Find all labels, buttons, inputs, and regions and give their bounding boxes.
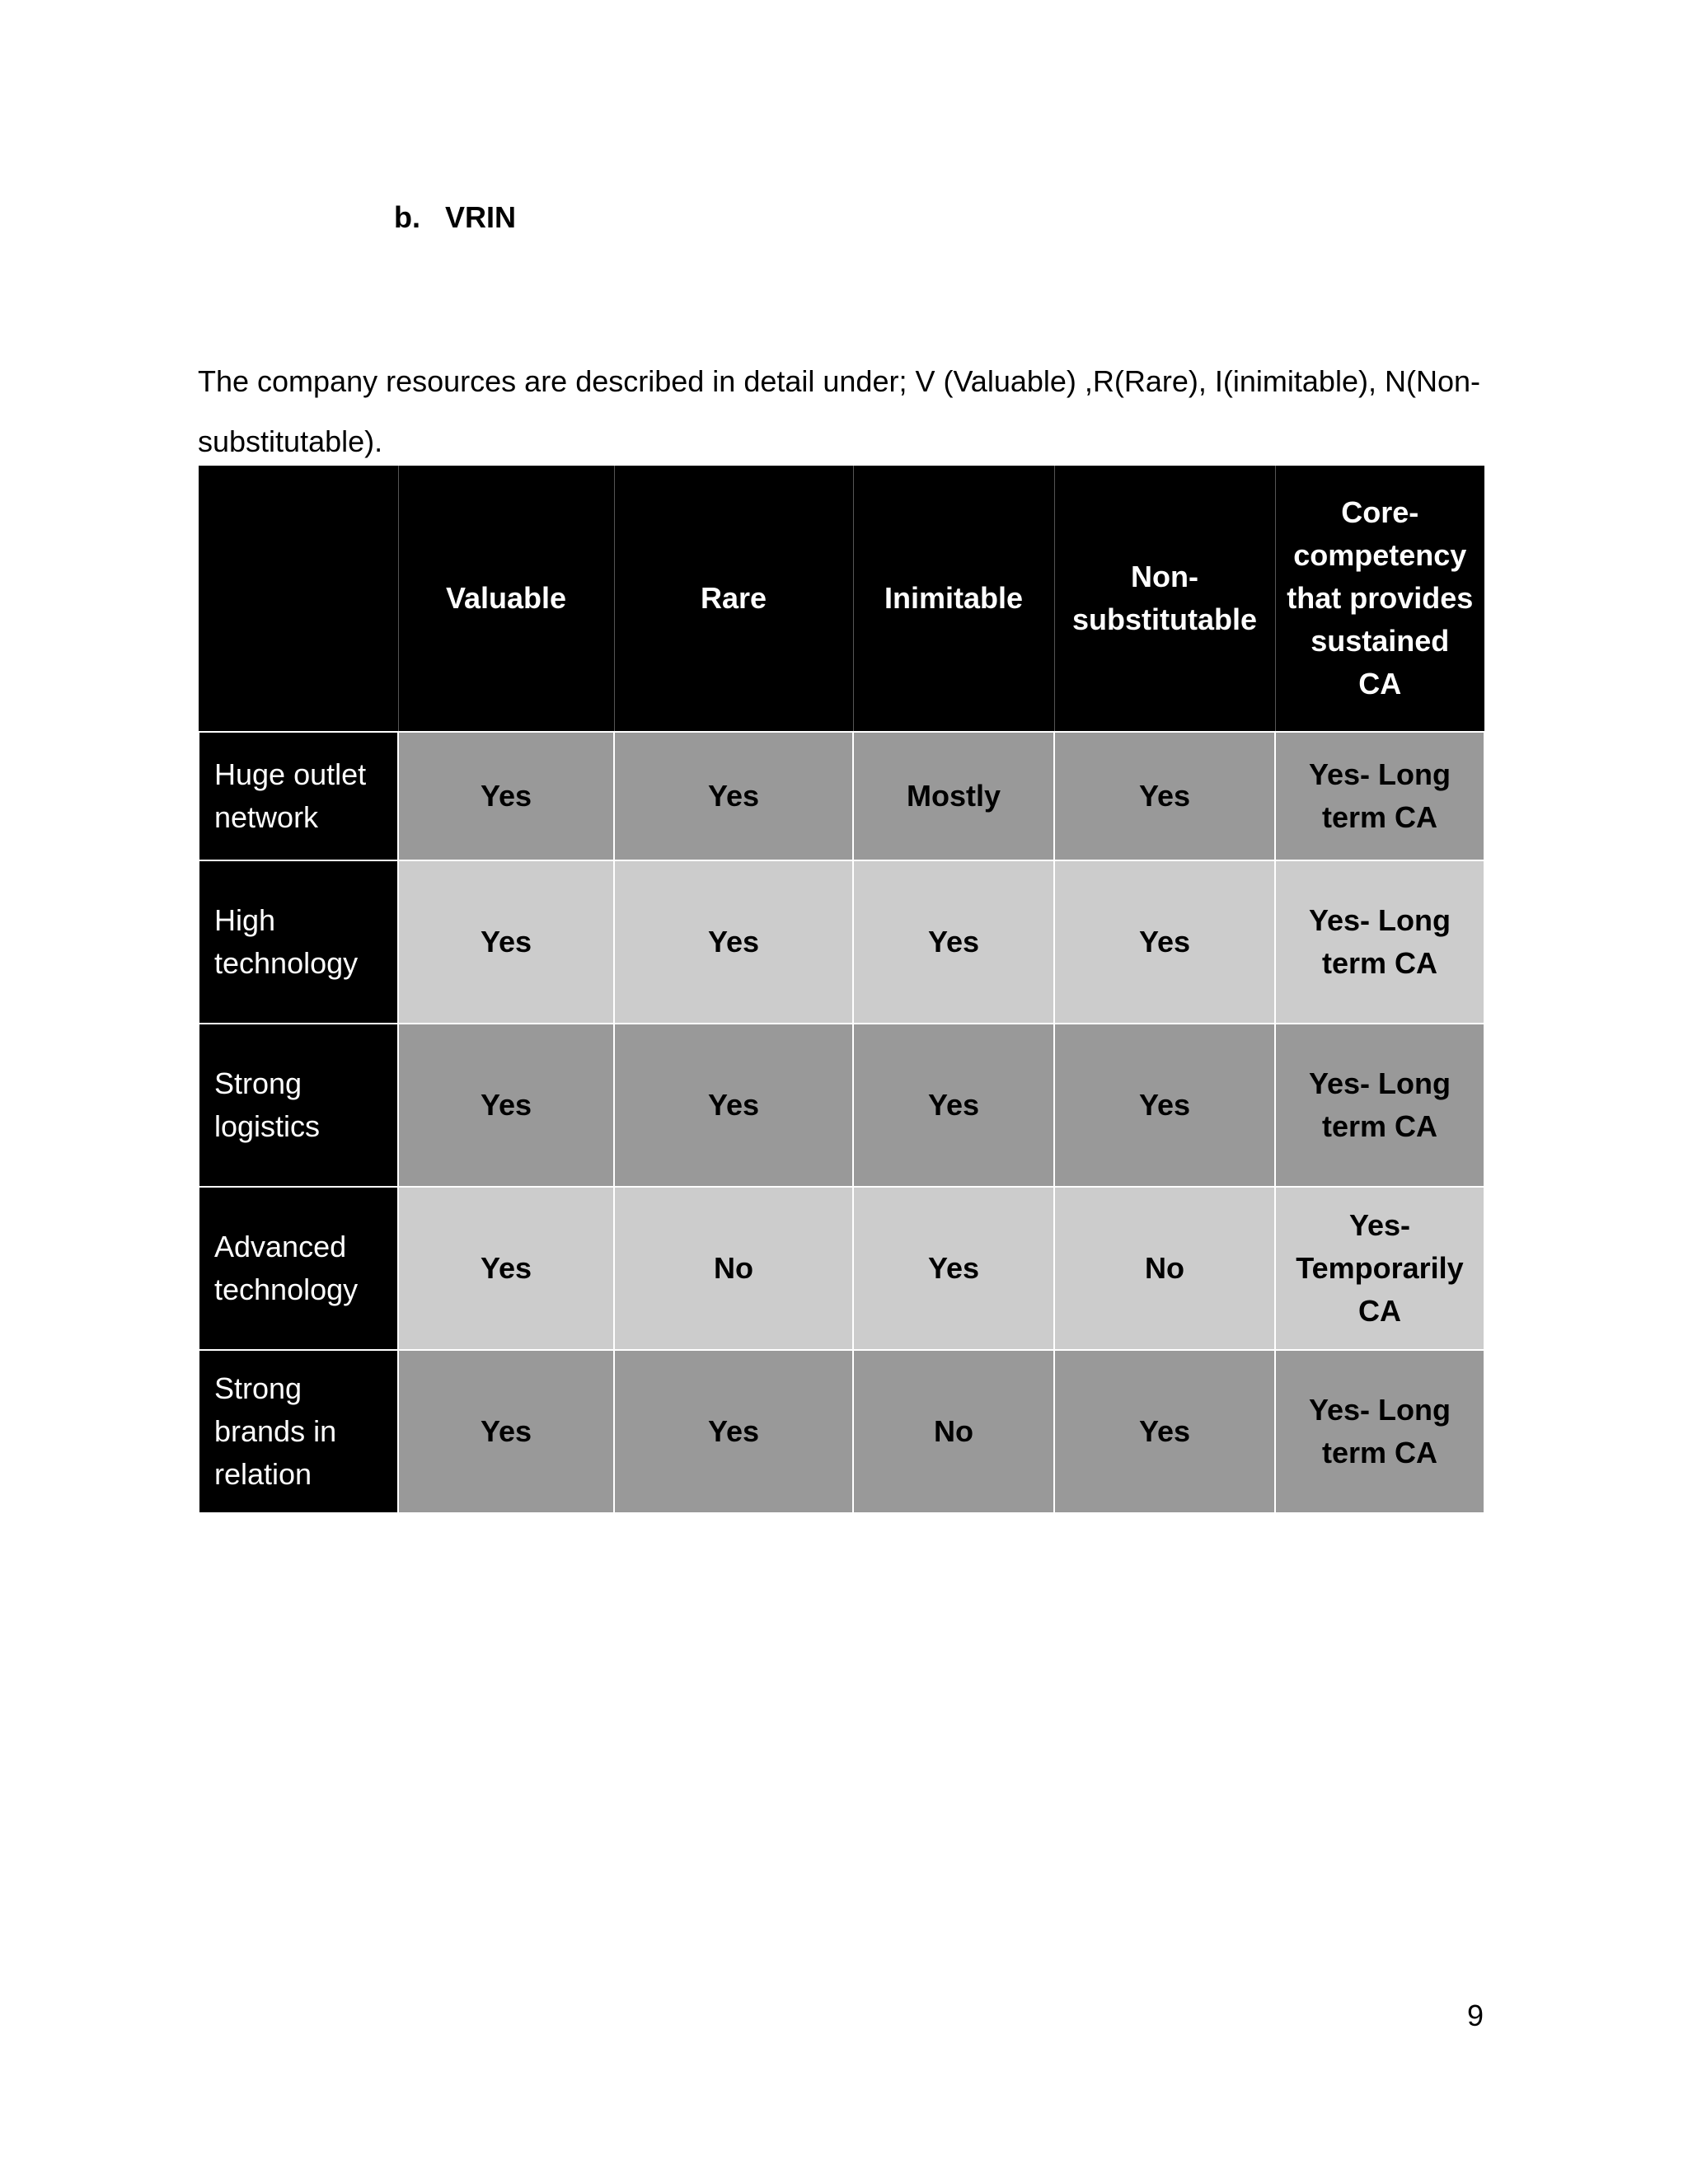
header-valuable: Valuable	[398, 466, 614, 732]
cell-core-competency: Yes- Temporarily CA	[1275, 1187, 1484, 1350]
header-non-substitutable: Non-substitutable	[1054, 466, 1275, 732]
header-inimitable: Inimitable	[853, 466, 1054, 732]
header-resource	[199, 466, 398, 732]
section-marker: b.	[394, 200, 420, 234]
table-row	[199, 860, 1484, 1024]
cell-valuable: Yes	[398, 1187, 614, 1350]
cell-core-competency: Yes- Long term CA	[1275, 1350, 1484, 1513]
table-row	[199, 1024, 1484, 1187]
cell-rare: Yes	[614, 732, 853, 860]
table-header-row	[199, 466, 1484, 732]
cell-rare: Yes	[614, 1024, 853, 1187]
cell-non-substitutable: No	[1054, 1187, 1275, 1350]
cell-inimitable: Yes	[853, 1187, 1054, 1350]
table-row	[199, 732, 1484, 860]
section-title: VRIN	[445, 200, 517, 234]
row-resource: Strong logistics	[199, 1024, 398, 1187]
cell-core-competency: Yes- Long term CA	[1275, 1024, 1484, 1187]
header-rare: Rare	[614, 466, 853, 732]
intro-paragraph: The company resources are described in detail under; V (Valuable) ,R(Rare), I(inimitable), N(Non-substitutable).	[198, 364, 1480, 458]
page-number: 9	[1466, 1999, 1484, 2032]
cell-rare: No	[614, 1187, 853, 1350]
cell-rare: Yes	[614, 1350, 853, 1513]
section-heading	[394, 198, 516, 237]
table-row	[199, 1350, 1484, 1513]
cell-inimitable: No	[853, 1350, 1054, 1513]
cell-non-substitutable: Yes	[1054, 1024, 1275, 1187]
cell-non-substitutable: Yes	[1054, 1350, 1275, 1513]
row-resource: Strong brands in relation	[199, 1350, 398, 1513]
cell-valuable: Yes	[398, 1350, 614, 1513]
cell-core-competency: Yes- Long term CA	[1275, 860, 1484, 1024]
cell-inimitable: Yes	[853, 1024, 1054, 1187]
row-resource: High technology	[199, 860, 398, 1024]
cell-rare: Yes	[614, 860, 853, 1024]
row-resource: Advanced technology	[199, 1187, 398, 1350]
cell-inimitable: Yes	[853, 860, 1054, 1024]
cell-valuable: Yes	[398, 732, 614, 860]
row-resource: Huge outlet network	[199, 732, 398, 860]
cell-inimitable: Mostly	[853, 732, 1054, 860]
cell-non-substitutable: Yes	[1054, 860, 1275, 1024]
table-row	[199, 1187, 1484, 1350]
cell-non-substitutable: Yes	[1054, 732, 1275, 860]
cell-valuable: Yes	[398, 1024, 614, 1187]
cell-valuable: Yes	[398, 860, 614, 1024]
vrin-table	[198, 466, 1485, 1514]
header-core-competency: Core-competency that provides sustained CA	[1275, 466, 1484, 732]
cell-core-competency: Yes- Long term CA	[1275, 732, 1484, 860]
